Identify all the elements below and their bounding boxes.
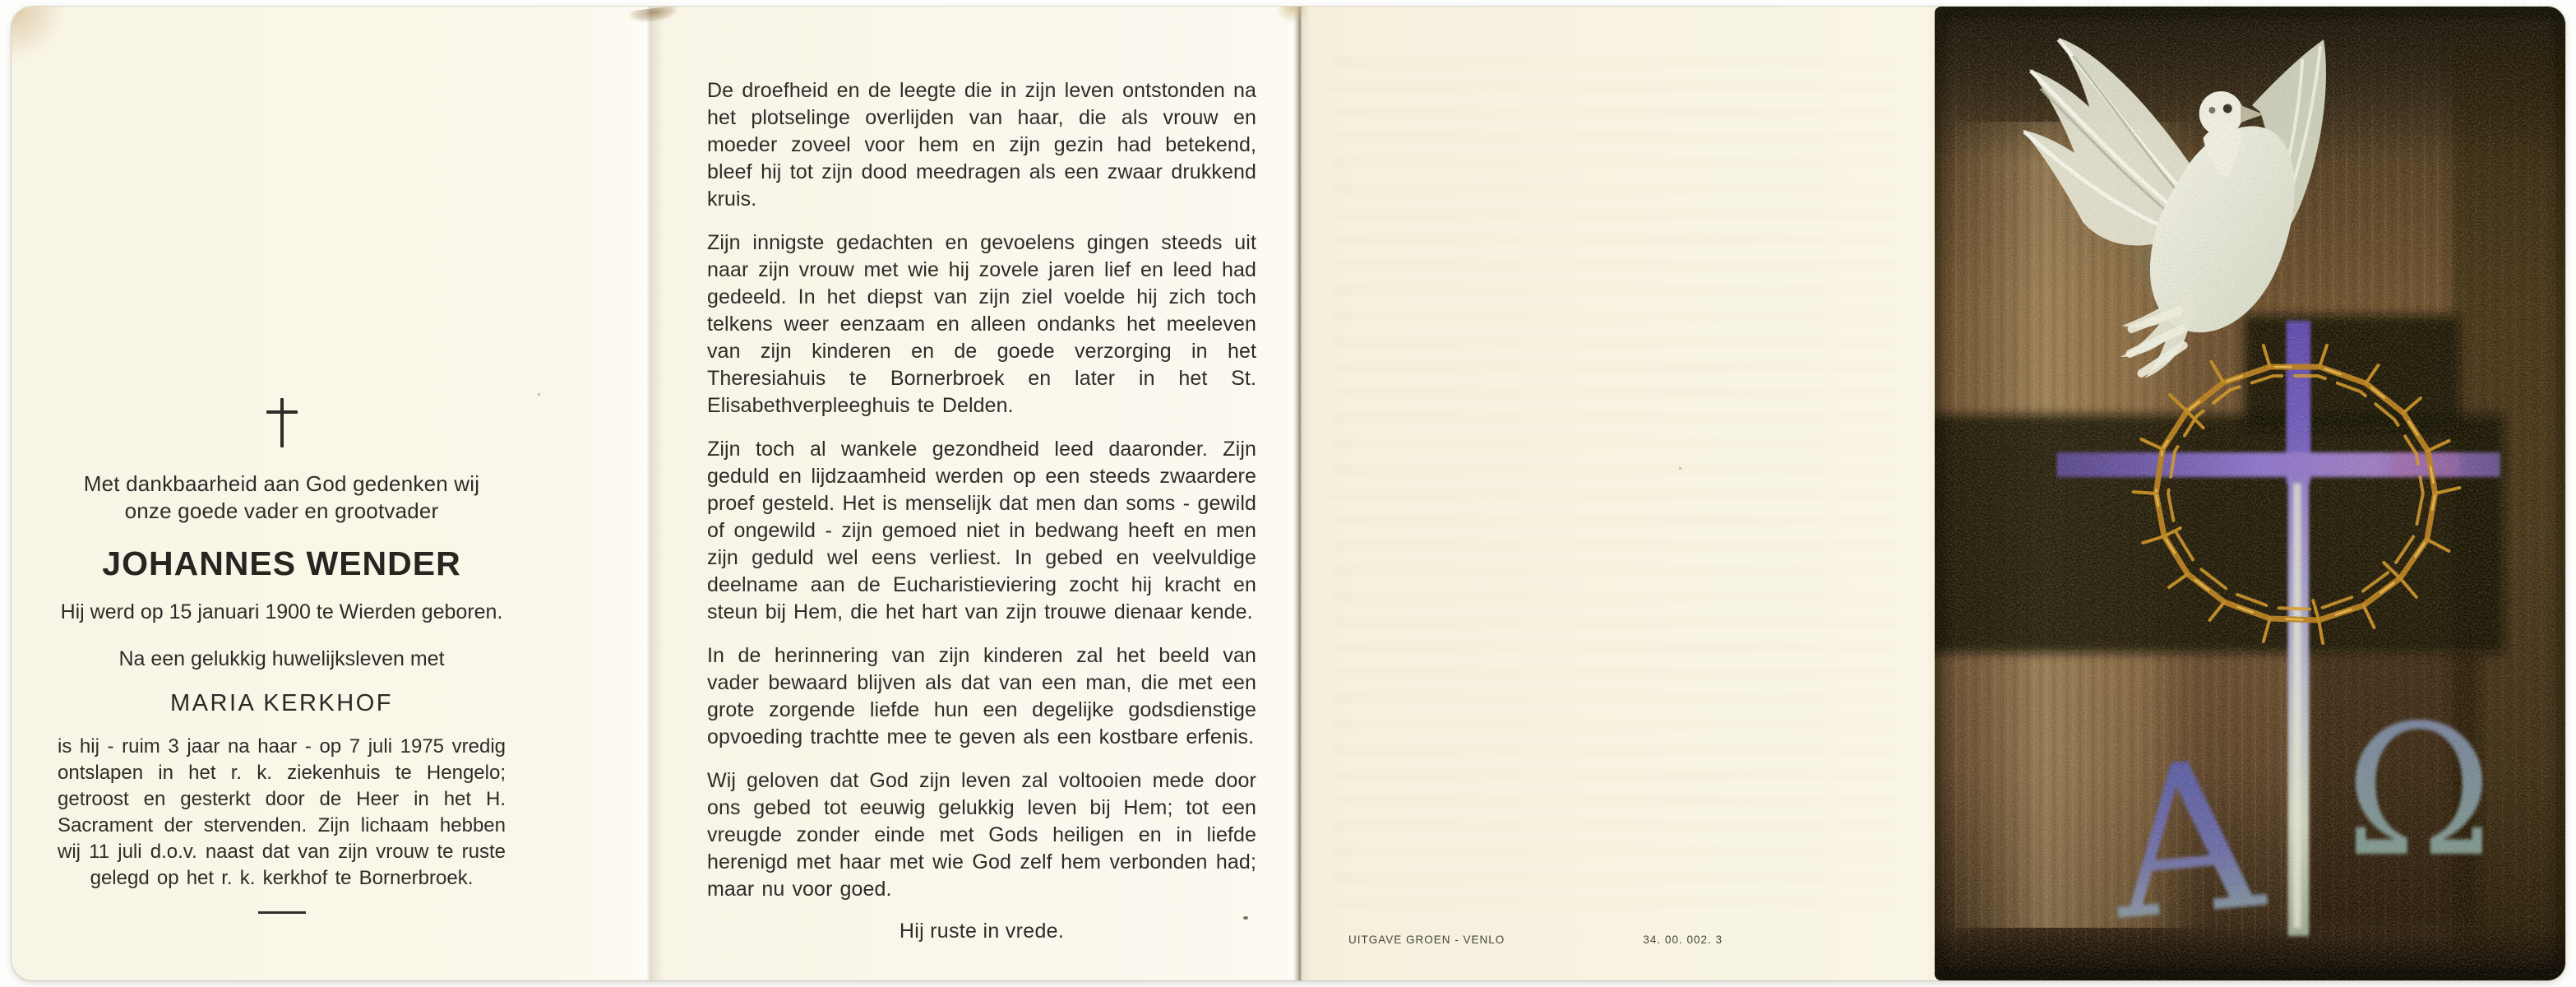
obituary-paragraph: is hij - ruim 3 jaar na haar - op 7 juli 1975 vredig ontslapen in het r. k. ziekenhuis te Hengelo; getroost en gesterkt door de Heer in het H. Sacrament der stervenden. Zijn lichaam hebben wij 11 juli d.o.v. naast dat van zijn vrouw te ruste gelegd op het r. k. kerkhof te Bornerbroek.	[58, 735, 506, 889]
paragraph-4: In de herinnering van zijn kinderen zal het beeld van vader bewaard blijven als dat van een man, die met een grote zorgende liefde hun een degelijke godsdienstige opvoeding trachtte mee te geven als een kostbare erfenis.	[707, 644, 1256, 748]
panel-back-blank	[1297, 7, 1928, 980]
paragraph-2: Zijn innigste gedachten en gevoelens gingen steeds uit naar zijn vrouw met wie hij zovele jaren lief en leed had gedeeld. In het diepst van zijn ziel voelde hij zich toch telkens weer eenzaam en alleen ondanks het meeleven van zijn kinderen en de goede verzorging in het Theresiahuis te Bornerbroek en later in het St. Elisabethverpleeghuis te Delden.	[707, 231, 1256, 417]
imprint-row	[1348, 934, 1723, 946]
paper-tear-small	[1276, 7, 1309, 23]
paper-speck	[538, 393, 540, 396]
cross-icon	[266, 398, 298, 447]
marriage-line: Na een gelukkig huwelijksleven met	[118, 647, 445, 670]
obituary-text-block	[707, 77, 1256, 943]
panel-memorial-front	[12, 7, 650, 980]
artwork-painting	[1935, 7, 2565, 980]
panel-obituary-text	[650, 7, 1297, 980]
spouse-name: MARIA KERKHOF	[170, 690, 393, 716]
paragraph-3: Zijn toch al wankele gezondheid leed daaronder. Zijn geduld en lijdzaamheid werden op een steeds zwaardere proef gesteld. Het is menselijk dat men dan soms - gewild of ongewild - zijn gemoed niet in bedwang heeft en men zijn geduld wel eens verliest. In gebed en veelvuldige deelname aan de Eucharistieviering zocht hij kracht en steun bij Hem, die het hart van zijn trouwe dienaar kende.	[707, 438, 1256, 623]
deceased-name: JOHANNES WENDER	[102, 544, 461, 582]
birth-line: Hij werd op 15 januari 1900 te Wierden geboren.	[60, 600, 503, 623]
panel-artwork	[1928, 7, 2565, 980]
paper-speck	[1243, 916, 1248, 920]
artwork-svg	[1935, 7, 2565, 980]
memorial-card	[12, 7, 2565, 980]
closing-line: Hij ruste in vrede.	[899, 920, 1065, 943]
paper-speck	[1679, 467, 1681, 470]
publisher-imprint: UITGAVE GROEN - VENLO	[1348, 934, 1505, 946]
paragraph-5: Wij geloven dat God zijn leven zal voltooien mede door ons gebed tot eeuwig gelukkig leven bij Hem; tot een vreugde zonder einde met Gods heiligen en in liefde herenigd met haar met wie God zelf hem verbonden had; maar nu voor goed.	[707, 769, 1256, 901]
show-through-ghosting	[1330, 56, 1895, 906]
paragraph-1: De droefheid en de leegte die in zijn leven ontstonden na het plotselinge overlijden van haar, die als vrouw en moeder zoveel voor hem en zijn gezin had betekend, bleef hij tot zijn dood meedragen als een zwaar drukkend kruis.	[707, 79, 1256, 211]
intro-line-1: Met dankbaarheid aan God gedenken wij	[83, 471, 480, 496]
intro-line-2: onze goede vader en grootvader	[124, 498, 439, 523]
corner-wear	[12, 7, 69, 64]
memorial-text-block	[58, 7, 506, 914]
divider-rule	[258, 911, 306, 914]
catalog-number: 34. 00. 002. 3	[1643, 934, 1723, 946]
